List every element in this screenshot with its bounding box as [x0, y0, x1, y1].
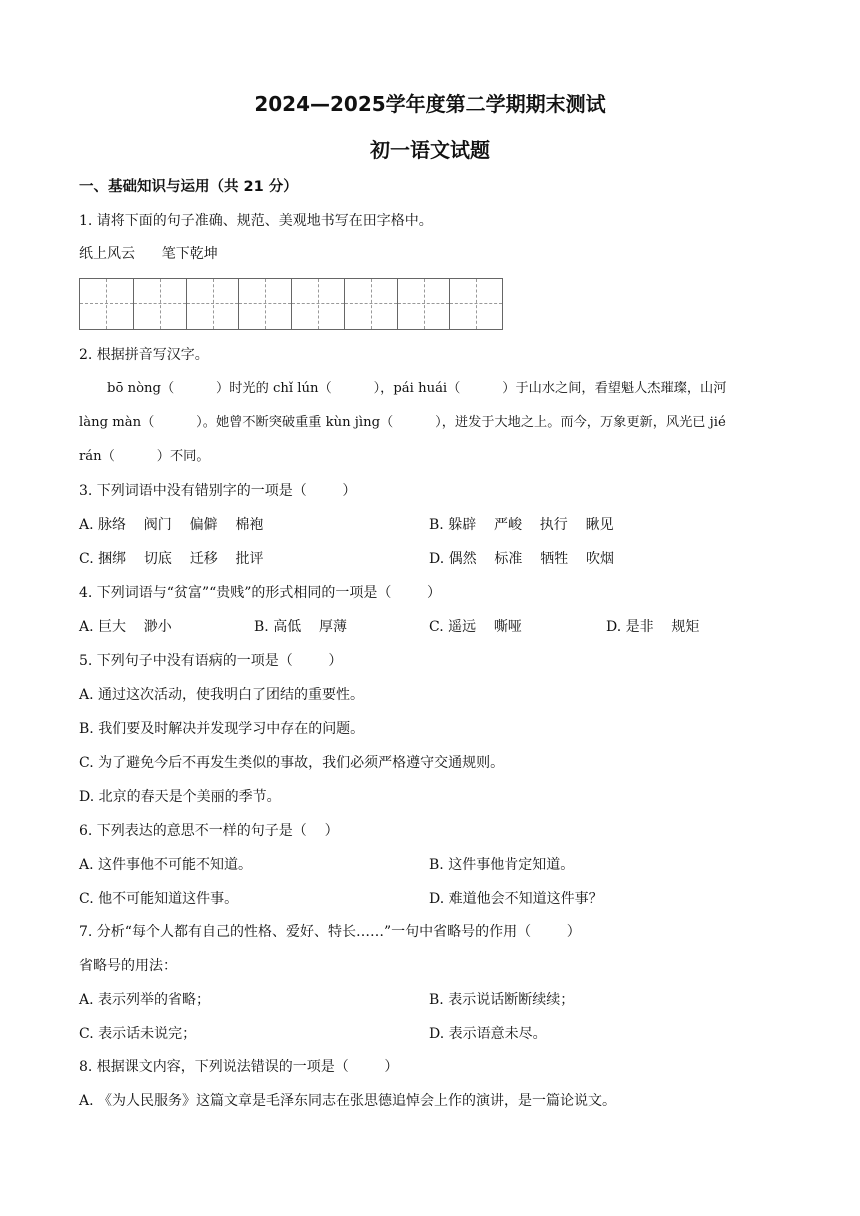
question-3-option-a[interactable]: A. 脉络 阀门 偏僻 棉袍 [79, 517, 264, 533]
question-6-option-d[interactable]: D. 难道他会不知道这件事？ [429, 891, 603, 907]
question-5-option-c[interactable]: C. 为了避免今后不再发生类似的事故，我们必须严格遵守交通规则。 [79, 755, 505, 771]
grid-cell[interactable] [238, 279, 291, 329]
question-3-option-d[interactable]: D. 偶然 标准 牺牲 吹烟 [429, 551, 615, 567]
question-6-option-a[interactable]: A. 这件事他不可能不知道。 [79, 857, 253, 873]
question-5-stem: 5. 下列句子中没有语病的一项是（ ） [79, 653, 343, 669]
grid-cell[interactable] [80, 279, 133, 329]
question-7-option-a[interactable]: A. 表示列举的省略； [79, 992, 211, 1008]
question-5-option-a[interactable]: A. 通过这次活动，使我明白了团结的重要性。 [79, 687, 365, 703]
question-1-stem: 1. 请将下面的句子准确、规范、美观地书写在田字格中。 [79, 213, 433, 229]
grid-cell[interactable] [397, 279, 450, 329]
question-8-stem: 8. 根据课文内容，下列说法错误的一项是（ ） [79, 1059, 399, 1075]
question-4-option-c[interactable]: C. 遥远 嘶哑 [429, 619, 522, 635]
question-7-option-c[interactable]: C. 表示话未说完； [79, 1026, 197, 1042]
section-heading: 一、基础知识与运用（共 21 分） [79, 179, 298, 195]
question-2-line-1: bō nòng（ ）时光的 chǐ lún（ ），pái huái（ ）于山水之间，看望魁人杰璀璨，山河 [107, 381, 727, 396]
grid-cell[interactable] [449, 279, 502, 329]
grid-cell[interactable] [133, 279, 186, 329]
question-2-line-3: rán（ ）不同。 [79, 449, 210, 464]
question-6-stem: 6. 下列表达的意思不一样的句子是（ ） [79, 823, 339, 839]
question-6-option-b[interactable]: B. 这件事他肯定知道。 [429, 857, 575, 873]
grid-cell[interactable] [344, 279, 397, 329]
question-6-option-c[interactable]: C. 他不可能知道这件事。 [79, 891, 239, 907]
question-4-option-a[interactable]: A. 巨大 渺小 [79, 619, 172, 635]
question-1-phrase: 纸上风云 笔下乾坤 [79, 246, 218, 262]
grid-cell[interactable] [186, 279, 239, 329]
question-7-option-d[interactable]: D. 表示语意未尽。 [429, 1026, 547, 1042]
exam-title: 2024—2025学年度第二学期期末测试 [254, 92, 606, 116]
grid-cell[interactable] [291, 279, 344, 329]
question-7-stem: 7. 分析“每个人都有自己的性格、爱好、特长……”一句中省略号的作用（ ） [79, 924, 581, 940]
question-8-option-a[interactable]: A. 《为人民服务》这篇文章是毛泽东同志在张思德追悼会上作的演讲，是一篇论说文。 [79, 1093, 617, 1109]
question-5-option-b[interactable]: B. 我们要及时解决并发现学习中存在的问题。 [79, 721, 365, 737]
question-7-option-b[interactable]: B. 表示说话断断续续； [429, 992, 575, 1008]
question-4-option-b[interactable]: B. 高低 厚薄 [254, 619, 347, 635]
tianzige-grid[interactable] [79, 278, 503, 330]
question-7-note: 省略号的用法： [79, 958, 177, 974]
question-2-line-2: làng màn（ ）。她曾不断突破重重 kùn jìng（ ），迸发于大地之上。而今，万象更新，风光已 jié [79, 415, 726, 430]
exam-subtitle: 初一语文试题 [370, 138, 490, 162]
question-5-option-d[interactable]: D. 北京的春天是个美丽的季节。 [79, 789, 281, 805]
question-2-stem: 2. 根据拼音写汉字。 [79, 347, 209, 363]
question-3-stem: 3. 下列词语中没有错别字的一项是（ ） [79, 483, 357, 499]
question-4-stem: 4. 下列词语与“贫富”“贵贱”的形式相同的一项是（ ） [79, 585, 442, 601]
question-4-option-d[interactable]: D. 是非 规矩 [606, 619, 700, 635]
question-3-option-c[interactable]: C. 捆绑 切底 迁移 批评 [79, 551, 264, 567]
question-3-option-b[interactable]: B. 躲辟 严峻 执行 瞅见 [429, 517, 614, 533]
